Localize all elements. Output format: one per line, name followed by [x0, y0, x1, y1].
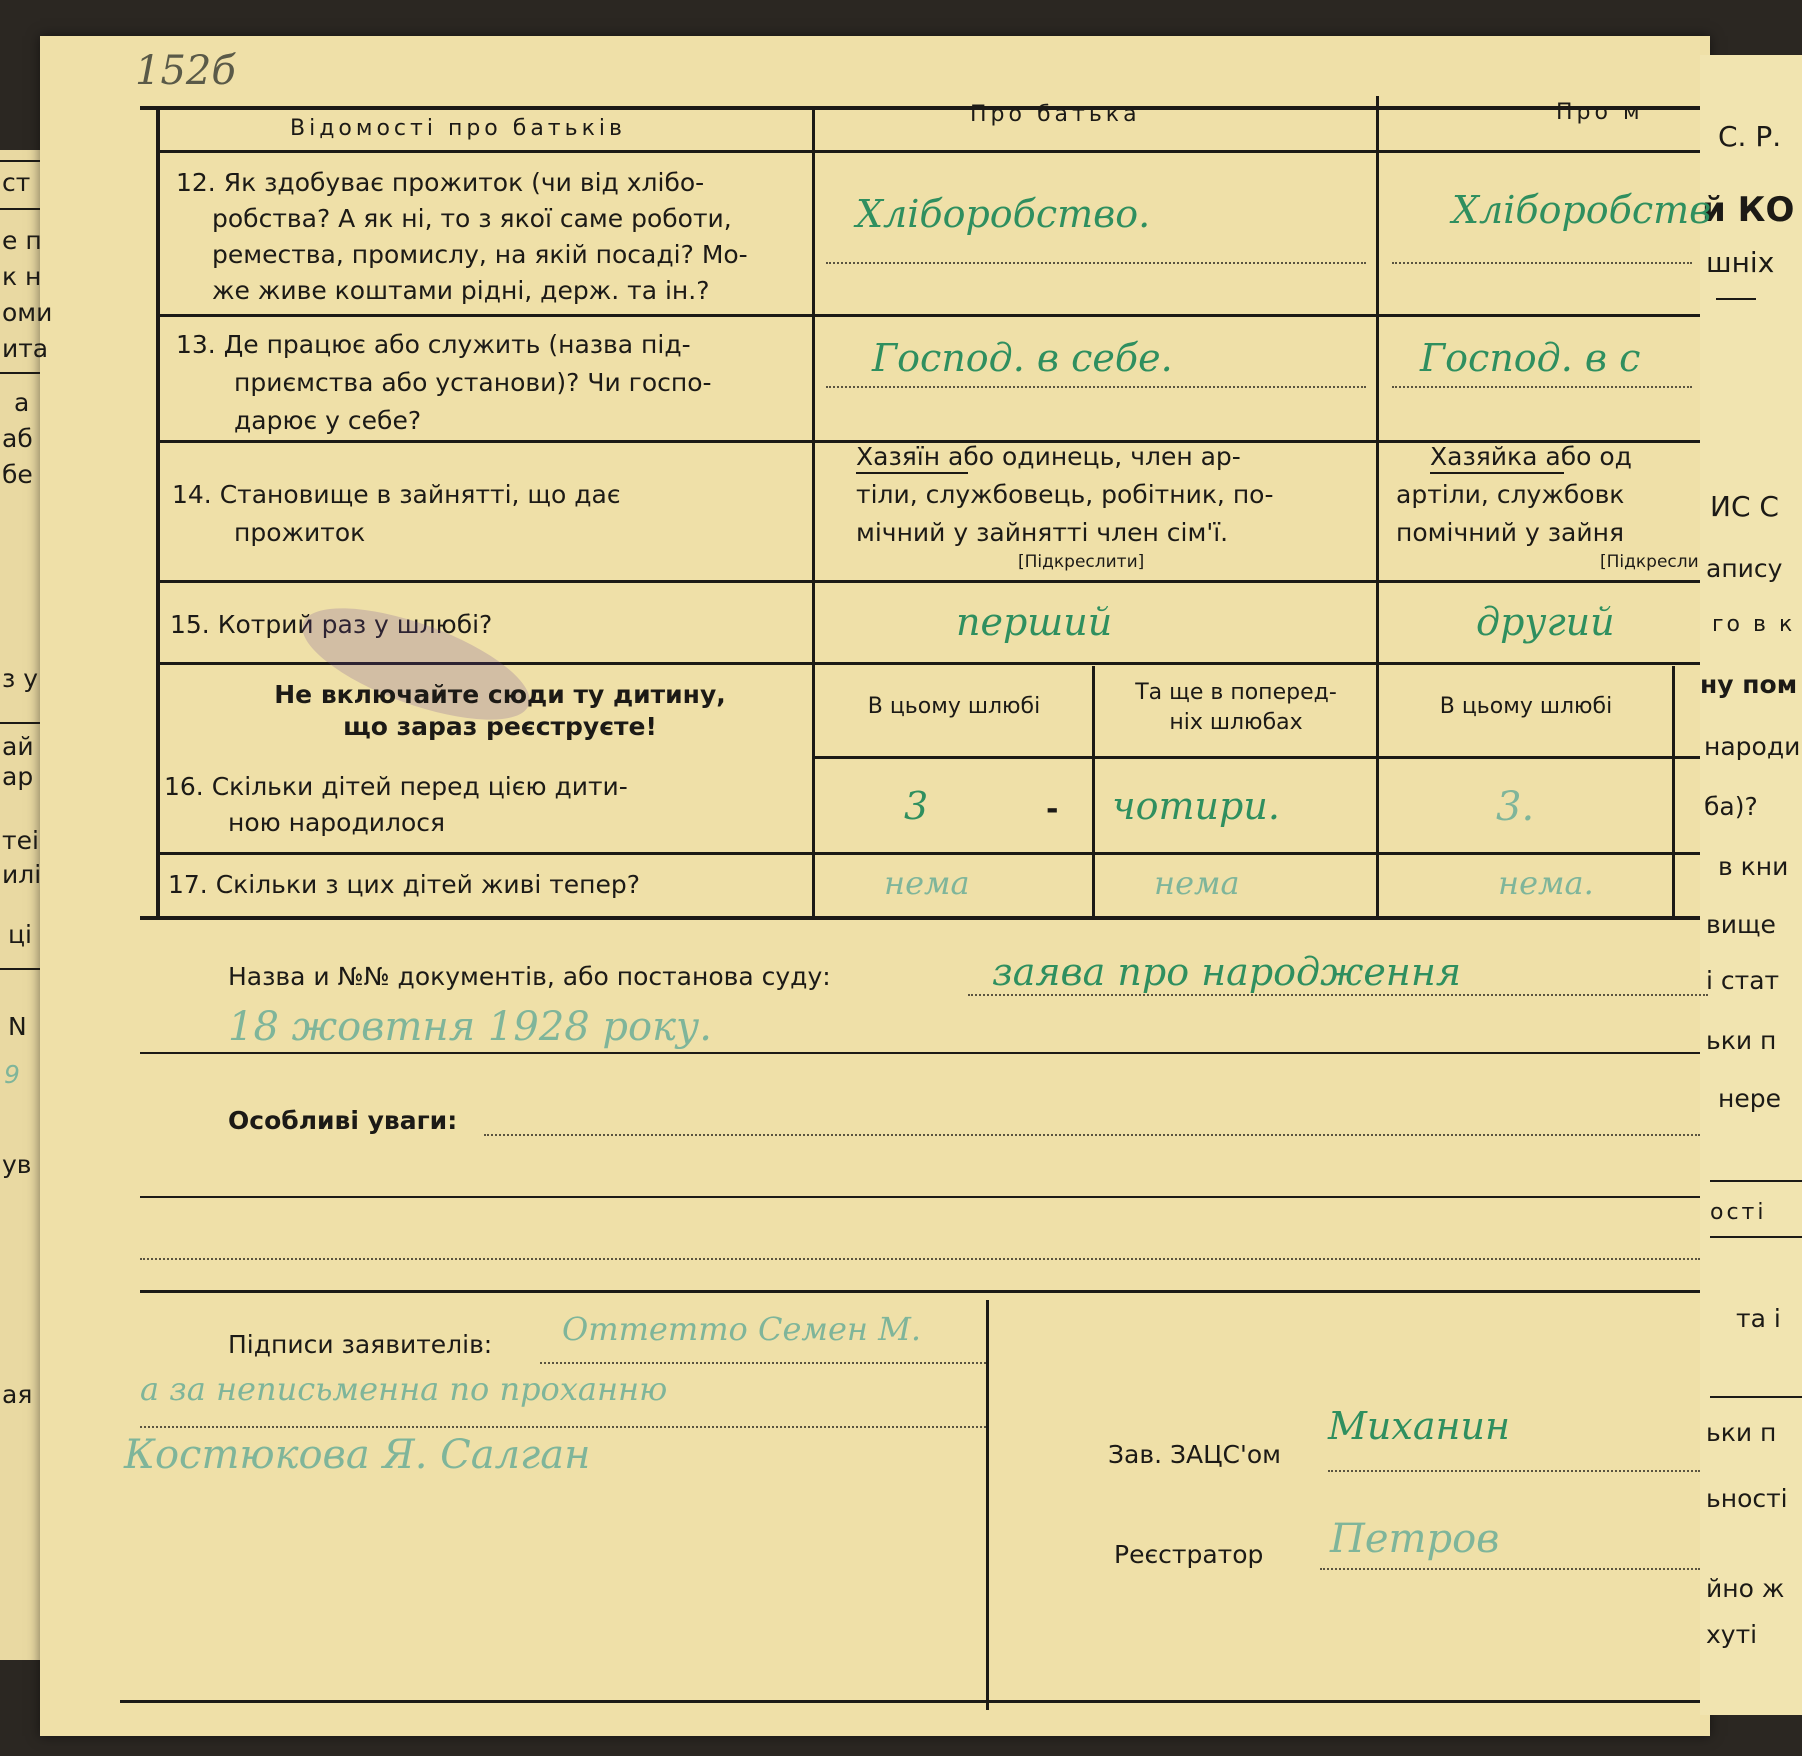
q14-mother-options-line3: помічний у зайня — [1396, 518, 1624, 547]
q17-question: 17. Скільки з цих дітей живі тепер? — [168, 870, 641, 899]
left-fragment: ита — [2, 334, 49, 363]
row-separator — [156, 852, 1700, 855]
right-fragment: і стат — [1706, 966, 1780, 995]
left-fragment: теі — [2, 826, 39, 855]
q12-line4: же живе коштами рідні, держ. та ін.? — [212, 276, 710, 305]
right-fragment: ба)? — [1704, 792, 1758, 821]
head-signature-line — [1328, 1470, 1700, 1472]
q16-father-prev-marriages: чотири. — [1112, 784, 1280, 828]
left-rule — [0, 372, 40, 374]
right-fragment: та і — [1736, 1304, 1781, 1333]
left-fragment: ув — [2, 1150, 32, 1179]
signatures-label: Підписи заявителів: — [228, 1330, 493, 1359]
q12-line3: ремества, промислу, на якій посаді? Мо- — [212, 240, 748, 269]
signature-dotted-line — [540, 1362, 986, 1364]
left-fragment: ай — [2, 732, 34, 761]
documents-value-line2: 18 жовтня 1928 року. — [228, 1004, 712, 1050]
right-fragment: нере — [1718, 1084, 1781, 1113]
documents-value-line1: заява про народження — [992, 950, 1462, 994]
q12-line2: робства? А як ні, то з якої саме роботи, — [212, 204, 732, 233]
underline-note-mother: [Підкресли — [1600, 552, 1699, 572]
head-label: Зав. ЗАЦС'ом — [1108, 1440, 1281, 1469]
row-separator — [156, 314, 1700, 317]
registrar-label: Реєстратор — [1114, 1540, 1264, 1569]
q13-line1: 13. Де працює або служить (назва під- — [176, 330, 691, 359]
remarks-dotted-line — [140, 1258, 1700, 1260]
exclude-note-line2: що зараз реєструєте! — [343, 712, 657, 741]
left-fragment: ая — [2, 1380, 33, 1409]
signature-dotted-line — [140, 1426, 986, 1428]
right-fragment: ості — [1710, 1200, 1767, 1225]
remarks-line — [140, 1196, 1700, 1198]
header-father: Про батька — [970, 102, 1141, 127]
q16-father-this-marriage: 3 — [904, 784, 929, 828]
left-fragment: 9 — [4, 1060, 20, 1089]
right-fragment: шніх — [1706, 246, 1775, 279]
q12-father-answer: Хліборобство. — [856, 192, 1151, 236]
right-fragment: ьки п — [1706, 1026, 1777, 1055]
column-divider — [812, 108, 815, 918]
q14-mother-options-line1: Хазяйка або од — [1430, 442, 1632, 471]
q14-father-options-line3: мічний у зайнятті член сім'ї. — [856, 518, 1229, 547]
q15-question: 15. Котрий раз у шлюбі? — [170, 610, 493, 639]
row-separator — [156, 150, 1700, 153]
applicant-signature-3: Костюкова Я. Салган — [124, 1432, 591, 1478]
right-fragment: С. Р. — [1718, 120, 1782, 153]
registrar-signature: Петров — [1330, 1516, 1500, 1562]
q13-line2: приємства або установи)? Чи госпо- — [234, 368, 712, 397]
underline-note: [Підкреслити] — [1018, 552, 1145, 572]
sheet-bottom-border — [120, 1700, 1700, 1703]
left-fragment: илі — [2, 860, 42, 889]
remarks-label: Особливі уваги: — [228, 1106, 458, 1135]
left-fragment: з у — [2, 664, 39, 693]
q16-father-dash: - — [1046, 792, 1059, 827]
documents-label: Назва и №№ документів, або постанова суду: — [228, 962, 831, 991]
q14-line1: 14. Становище в зайнятті, що дає — [172, 480, 621, 509]
subcolumn-divider — [1672, 666, 1675, 918]
q13-line3: дарює у себе? — [234, 406, 422, 435]
answer-dotted-line — [1392, 262, 1692, 264]
right-fragment: хуті — [1706, 1620, 1758, 1649]
right-rule — [1710, 1396, 1802, 1398]
right-rule — [1710, 1180, 1802, 1182]
q16-mother-this-marriage: 3. — [1496, 784, 1535, 830]
q12-line1: 12. Як здобуває прожиток (чи від хлібо- — [176, 168, 705, 197]
left-rule — [0, 968, 40, 970]
left-fragment: ст — [2, 168, 31, 197]
right-fragment: ну пом — [1700, 670, 1798, 699]
q17-answer-b: нема — [1154, 864, 1240, 902]
right-fragment: вище — [1706, 910, 1776, 939]
col-this-marriage-father: В цьому шлюбі — [867, 694, 1041, 719]
q17-answer-c: нема. — [1498, 864, 1594, 902]
right-fragment: ИС С — [1710, 490, 1779, 523]
col-prev-marriages-line1: Та ще в поперед- — [1135, 680, 1337, 705]
underline-mark — [856, 472, 968, 474]
q16-line1: 16. Скільки дітей перед цією дити- — [164, 772, 628, 801]
left-fragment: аб — [2, 424, 33, 453]
q13-mother-answer: Господ. в с — [1420, 336, 1641, 380]
right-fragment: ьки п — [1706, 1418, 1777, 1447]
header-parents-info: Відомості про батьків — [290, 116, 626, 141]
q15-father-answer: перший — [956, 600, 1113, 644]
documents-dotted-line — [968, 994, 1708, 996]
q12-mother-answer: Хліборобств — [1452, 188, 1712, 232]
right-fragment: йно ж — [1706, 1574, 1785, 1603]
left-rule — [0, 208, 40, 210]
documents-line — [140, 1052, 1700, 1054]
column-divider — [1376, 96, 1379, 918]
registrar-signature-line — [1320, 1568, 1700, 1570]
q14-mother-options-line2: артіли, службовк — [1396, 480, 1625, 509]
left-fragment: е п — [2, 226, 42, 255]
right-rule — [1716, 298, 1756, 300]
left-fragment: ар — [2, 762, 34, 791]
page-number: 152б — [135, 48, 236, 94]
right-fragment: й КО — [1702, 190, 1795, 230]
left-fragment: оми — [2, 298, 53, 327]
col-prev-marriages-line2: ніх шлюбах — [1169, 710, 1303, 735]
left-fragment: а — [14, 388, 30, 417]
applicant-signature-2: а за неписьменна по проханню — [140, 1370, 668, 1408]
right-page-edge — [1700, 55, 1802, 1715]
q14-line2: прожиток — [234, 518, 366, 547]
remarks-dotted-line — [484, 1134, 1700, 1136]
head-signature: Миханин — [1328, 1404, 1511, 1448]
right-fragment: народи — [1704, 732, 1801, 761]
col-this-marriage-mother: В цьому шлюбі — [1439, 694, 1613, 719]
right-fragment: ьності — [1706, 1484, 1788, 1513]
right-rule — [1710, 1236, 1802, 1238]
left-page-edge — [0, 150, 44, 1660]
left-fragment: бе — [2, 460, 33, 489]
q15-mother-answer: другий — [1476, 600, 1615, 644]
exclude-note-line1: Не включайте сюди ту дитину, — [274, 680, 726, 709]
right-fragment: апису — [1706, 554, 1783, 583]
applicant-signature-1: Оттетто Семен М. — [562, 1310, 922, 1348]
answer-dotted-line — [826, 386, 1366, 388]
q14-father-options-line1: Хазяїн або одинець, член ар- — [856, 442, 1241, 471]
signatures-top-border — [140, 1290, 1700, 1293]
q14-father-options-line2: тіли, службовець, робітник, по- — [856, 480, 1274, 509]
row-separator — [156, 580, 1700, 583]
right-fragment: в кни — [1718, 852, 1789, 881]
header-mother: Про м — [1556, 100, 1644, 125]
signatures-divider — [986, 1300, 989, 1710]
table-bottom-border — [140, 916, 1700, 920]
subcolumn-divider — [1092, 666, 1095, 918]
left-fragment: ці — [8, 920, 32, 949]
answer-dotted-line — [826, 262, 1366, 264]
right-fragment: го в к — [1712, 612, 1796, 637]
q13-father-answer: Господ. в себе. — [872, 336, 1173, 380]
row-separator — [812, 756, 1700, 759]
answer-dotted-line — [1392, 386, 1692, 388]
table-top-border — [140, 106, 1700, 110]
left-rule — [0, 160, 40, 162]
underline-mark — [1430, 472, 1564, 474]
left-fragment: к н — [2, 262, 42, 291]
q16-line2: ною народилося — [228, 808, 446, 837]
q17-answer-a: нема — [884, 864, 970, 902]
left-rule — [0, 722, 40, 724]
table-left-border — [156, 108, 160, 918]
left-fragment: N — [8, 1012, 27, 1041]
